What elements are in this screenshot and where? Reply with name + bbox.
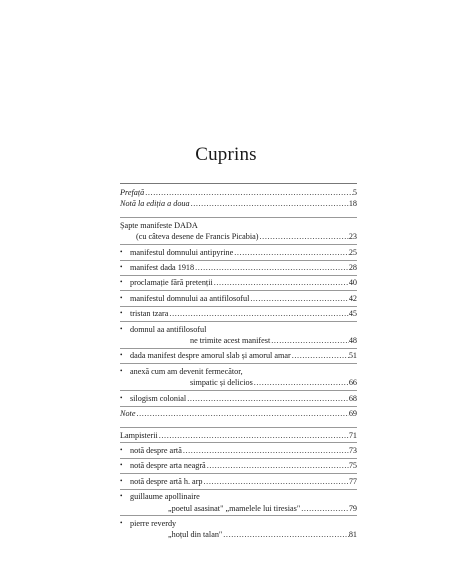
bullet-icon: •: [120, 445, 123, 454]
bullet-icon: •: [120, 247, 123, 256]
dot-leader: [259, 231, 349, 242]
dot-leader: [135, 408, 348, 419]
toc-entry-label: Notă la ediția a doua: [120, 199, 190, 209]
section-title: Lampisterii: [120, 430, 158, 440]
toc-page-number: 48: [348, 336, 357, 346]
dot-leader: [190, 198, 349, 209]
bullet-icon: •: [120, 366, 123, 375]
bullet-icon: •: [120, 393, 123, 402]
bullet-icon: •: [120, 309, 123, 318]
toc-page-number: 18: [348, 199, 357, 209]
toc-item[interactable]: [120, 293, 357, 304]
toc-entry-label: Note: [120, 409, 136, 419]
bullet-icon: •: [120, 351, 123, 360]
toc-page-number: 69: [348, 409, 357, 419]
toc-item-label: manifestul domnului aa antifilosoful: [130, 293, 250, 303]
toc-item[interactable]: [120, 393, 357, 404]
toc-page-number: 28: [348, 263, 357, 273]
dot-leader: [206, 460, 349, 471]
toc-entry-label: Prefață: [120, 188, 145, 197]
section-subtitle: (cu câteva desene de Francis Picabia): [136, 232, 259, 242]
toc-item-label: domnul aa antifilosoful: [130, 324, 207, 334]
toc-item[interactable]: [120, 518, 357, 529]
toc-item-label: ne trimite acest manifest: [190, 336, 271, 346]
toc-page-number: 5: [352, 188, 357, 197]
bullet-icon: •: [120, 492, 123, 501]
toc-page-number: 51: [348, 351, 357, 361]
toc-item-label: manifestul domnului antipyrine: [130, 247, 234, 257]
toc-item[interactable]: [120, 476, 357, 487]
section-heading[interactable]: [120, 430, 357, 441]
toc-item[interactable]: [120, 277, 357, 288]
dot-leader: [213, 277, 349, 288]
dot-leader: [222, 529, 349, 540]
toc-page-number: 40: [348, 278, 357, 288]
top-rule: [120, 183, 357, 184]
toc-item-label: proclamație fără pretenții: [130, 278, 213, 288]
dot-leader: [194, 262, 349, 273]
toc-item[interactable]: [120, 308, 357, 319]
toc-page-number: 75: [348, 461, 357, 471]
toc-page-number: 42: [348, 293, 357, 303]
section-subtitle-row[interactable]: [120, 231, 357, 242]
toc-page-number: 71: [348, 430, 357, 440]
dot-leader: [182, 445, 349, 456]
toc-item[interactable]: [120, 460, 357, 471]
dot-leader: [300, 503, 349, 514]
bullet-icon: •: [120, 476, 123, 485]
bullet-icon: •: [120, 518, 123, 527]
dot-leader: [233, 247, 349, 258]
dot-leader: [144, 187, 353, 198]
toc-item-label: notă despre arta neagră: [130, 461, 206, 471]
section-rule: [120, 427, 357, 428]
toc-page-number: 23: [348, 232, 357, 242]
toc-entry-preface[interactable]: [120, 187, 357, 198]
toc-item[interactable]: [120, 491, 357, 502]
toc-item-label: dada manifest despre amorul slab și amorul amar: [130, 351, 291, 361]
section-title: Șapte manifeste DADA: [120, 220, 198, 230]
toc-item-continuation[interactable]: [120, 529, 357, 540]
dot-leader: [168, 308, 348, 319]
toc-item-continuation[interactable]: [120, 503, 357, 514]
toc-page-number: 77: [348, 476, 357, 486]
bullet-icon: •: [120, 263, 123, 272]
section-rule: [120, 217, 357, 218]
section-heading[interactable]: [120, 220, 357, 231]
table-of-contents: [120, 182, 357, 541]
toc-page-number: 66: [348, 378, 357, 388]
toc-item-label: tristan tzara: [130, 309, 169, 319]
toc-item[interactable]: [120, 247, 357, 258]
dot-leader: [158, 430, 349, 441]
toc-item-label: manifest dada 1918: [130, 263, 195, 273]
toc-page-number: 68: [348, 393, 357, 403]
toc-item-label: guillaume apollinaire: [130, 492, 200, 502]
toc-item-label: „poetul asasinat" „mamelele lui tiresias": [168, 503, 301, 513]
dot-leader: [291, 350, 349, 361]
bullet-icon: •: [120, 324, 123, 333]
toc-page-number: 73: [348, 445, 357, 455]
bullet-icon: •: [120, 278, 123, 287]
toc-item-label: silogism colonial: [130, 393, 187, 403]
toc-item-continuation[interactable]: [120, 335, 357, 346]
toc-item[interactable]: [120, 262, 357, 273]
toc-item-label: simpatic și delicios: [190, 378, 253, 388]
toc-page-number: 45: [348, 309, 357, 319]
dot-leader: [270, 335, 349, 346]
dot-leader: [253, 377, 349, 388]
toc-entry-second-edition-note[interactable]: [120, 198, 357, 209]
bullet-icon: •: [120, 293, 123, 302]
page-title: Cuprins: [195, 144, 257, 165]
toc-page-number: 81: [348, 530, 357, 540]
toc-entry-notes[interactable]: [120, 408, 357, 419]
toc-item-label: „hoțul din talan": [168, 530, 223, 540]
toc-item-continuation[interactable]: [120, 377, 357, 388]
dot-leader: [249, 293, 348, 304]
dot-leader: [186, 393, 349, 404]
bullet-icon: •: [120, 461, 123, 470]
toc-item[interactable]: [120, 350, 357, 361]
toc-item[interactable]: [120, 324, 357, 335]
toc-item-label: pierre reverdy: [130, 518, 177, 528]
toc-page-number: 25: [348, 247, 357, 257]
toc-item[interactable]: [120, 366, 357, 377]
toc-item-label: notă despre artă h. arp: [130, 476, 203, 486]
toc-item-label: notă despre artă: [130, 445, 182, 455]
toc-item-label: anexă cum am devenit fermecător,: [130, 366, 243, 376]
dot-leader: [203, 476, 349, 487]
toc-item[interactable]: [120, 445, 357, 456]
toc-page-number: 79: [348, 503, 357, 513]
